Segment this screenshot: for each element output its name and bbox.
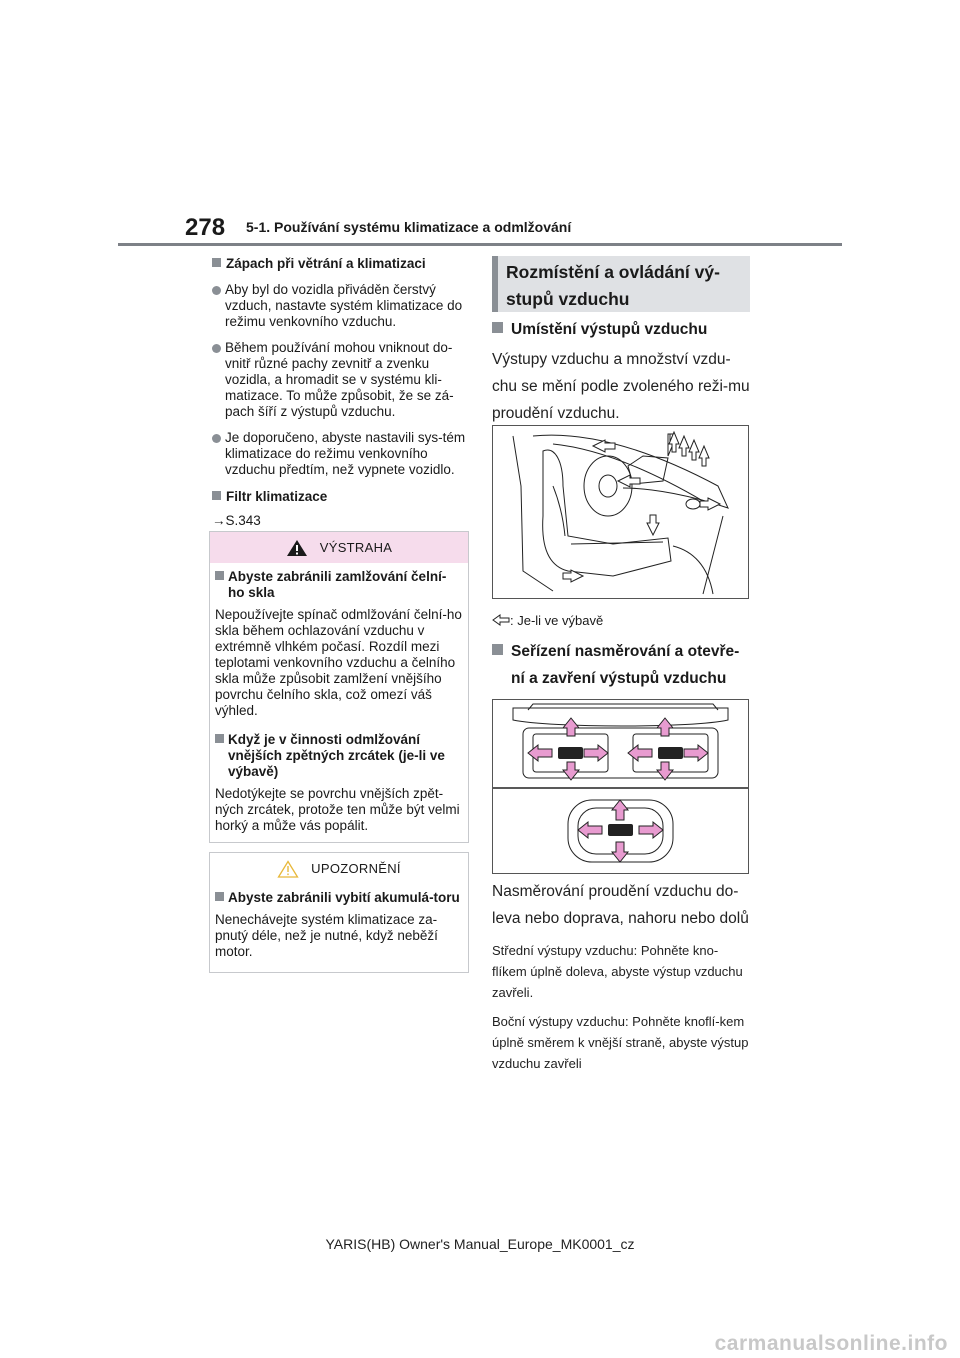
square-bullet-icon: [215, 892, 224, 901]
odor-bullet: Během používání mohou vniknout do-vnitř různé pachy zevnitř a zvenku vozidla, a hromadit se v systému kli-matizace. To může způsobit, že se zá-pach šíří z výstupů vzduchu.: [212, 340, 468, 420]
side-vent-text: Boční výstupy vzduchu: Pohněte knoflí-kem úplně směrem k vnější straně, abyste výstup vzduchu zavřeli: [492, 1014, 749, 1071]
cabin-illustration: [493, 426, 748, 598]
optional-arrow-icon: [492, 614, 510, 626]
notice-label: UPOZORNĚNÍ: [311, 860, 401, 876]
cabin-outlets-figure: [492, 425, 749, 599]
square-bullet-icon: [492, 644, 503, 655]
legend-text: : Je-li ve výbavě: [510, 613, 604, 628]
square-bullet-icon: [212, 258, 221, 267]
warning-label: VÝSTRAHA: [319, 539, 393, 555]
section-title: 5-1. Používání systému klimatizace a odmlžování: [246, 219, 572, 235]
round-bullet-icon: [212, 434, 221, 443]
warning-box: [209, 531, 469, 843]
location-heading: Umístění výstupů vzduchu: [492, 316, 750, 343]
adjust-heading: Seřízení nasměrování a otevře-ní a zavření výstupů vzduchu: [492, 638, 750, 692]
notice-subheading: Abyste zabránili vybití akumulá-toru: [215, 890, 462, 906]
header-divider: [118, 243, 842, 246]
adjust-block: [492, 638, 750, 692]
direction-text: Nasměrování proudění vzduchu do-leva nebo doprava, nahoru nebo dolů: [492, 883, 749, 927]
location-block: [492, 316, 750, 427]
center-vent-text: Střední výstupy vzduchu: Pohněte kno-flíkem úplně doleva, abyste výstup vzduchu zavřeli.: [492, 943, 743, 1000]
warning-text: Nepoužívejte spínač odmlžování čelní-ho skla během ochlazování vzduchu v extrémně vlhkém počasí. Rozdíl mezi teplotami venkovního vzduchu a čelního skla může způsobit zamlžení vnějšího povrchu čelního skla, což omezí váš výhled.: [215, 607, 462, 718]
filter-heading: Filtr klimatizace: [212, 489, 468, 505]
round-bullet-icon: [212, 344, 221, 353]
vent-illustration: [493, 700, 748, 873]
vent-adjustment-figure: [492, 699, 749, 874]
notice-text: Nenechávejte systém klimatizace za-pnutý déle, než je nutné, když neběží motor.: [215, 912, 438, 959]
section-heading: Rozmístění a ovládání vý-stupů vzduchu: [492, 256, 750, 312]
square-bullet-icon: [212, 491, 221, 500]
direction-arrows: [528, 718, 708, 862]
square-bullet-icon: [215, 734, 224, 743]
warning-subheading: Abyste zabránili zamlžování čelní-ho skla: [215, 569, 462, 601]
footer-text: YARIS(HB) Owner's Manual_Europe_MK0001_cz: [325, 1236, 635, 1252]
warning-body: [210, 563, 468, 842]
location-text: Výstupy vzduchu a množství vzdu-chu se mění podle zvoleného reži-mu proudění vzduchu.: [492, 351, 750, 422]
warning-text: Nedotýkejte se povrchu vnějších zpět-ných zrcátek, protože ten může být velmi horký a může vás popálit.: [215, 786, 460, 833]
round-bullet-icon: [212, 286, 221, 295]
odor-bullet: Je doporučeno, abyste nastavili sys-tém klimatizace do režimu venkovního vzduchu předtím, než vypnete vozidlo.: [212, 430, 468, 478]
odor-heading: Zápach při větrání a klimatizaci: [212, 256, 468, 272]
filter-reference[interactable]: →S.343: [212, 513, 261, 528]
legend-row: [492, 612, 750, 630]
warning-subheading: Když je v činnosti odmlžování vnějších zpětných zrcátek (je-li ve výbavě): [215, 732, 462, 780]
direction-block: [492, 878, 750, 1074]
square-bullet-icon: [215, 571, 224, 580]
square-bullet-icon: [492, 322, 503, 333]
watermark: carmanualsonline.info: [714, 1332, 948, 1355]
page-number: 278: [185, 214, 226, 241]
warning-header: [210, 532, 468, 563]
notice-header: [210, 853, 468, 884]
notice-box: [209, 852, 469, 973]
odor-bullet: Aby byl do vozidla přiváděn čerstvý vzduch, nastavte systém klimatizace do režimu venkovního vzduchu.: [212, 282, 468, 330]
notice-body: [210, 884, 468, 972]
left-column: [212, 254, 468, 529]
caution-triangle-icon: [277, 860, 299, 878]
warning-triangle-icon: [286, 539, 308, 557]
